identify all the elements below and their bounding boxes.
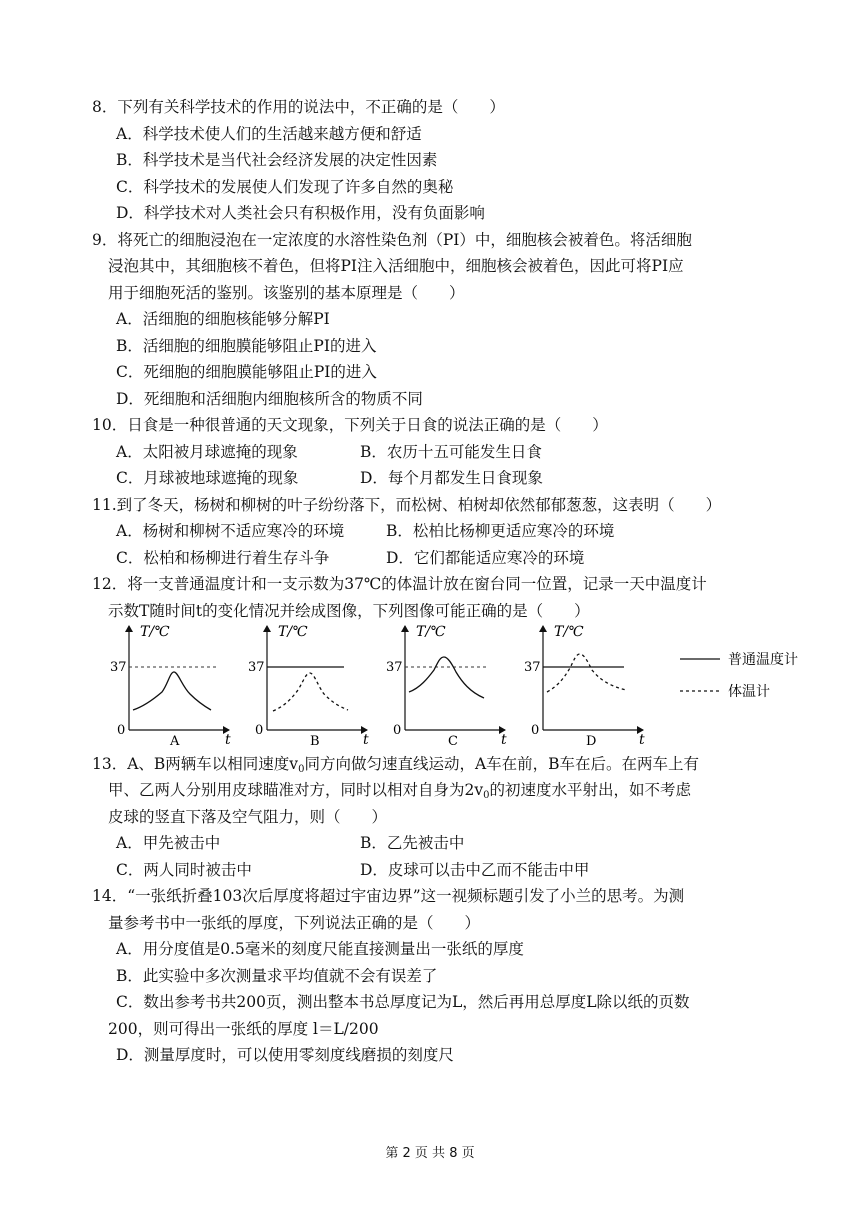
q9-option-d: D．死细胞和活细胞内细胞核所含的物质不同: [116, 390, 423, 408]
q8-stem: 8．下列有关科学技术的作用的说法中，不正确的是（ ）: [92, 98, 505, 116]
graph-b-x-label: t: [363, 732, 369, 748]
graph-c-label: C: [448, 734, 458, 749]
graph-c-tick-37: 37: [386, 660, 403, 675]
q14-stem-line2: 量参考书中一张纸的厚度，下列说法正确的是（ ）: [108, 914, 481, 932]
q13-stem-line3: 皮球的竖直下落及空气阻力，则（ ）: [108, 808, 388, 826]
q13-stem-line2: 甲、乙两人分别用皮球瞄准对方，同时以相对自身为$2v_0$的初速度水平射出，如不考虑: [108, 781, 692, 801]
q8-option-c: C．科学技术的发展使人们发现了许多自然的奥秘: [116, 178, 454, 196]
graph-c: [386, 624, 507, 749]
graph-legend: [680, 651, 798, 700]
graph-a-x-label: t: [225, 732, 231, 748]
graph-d-y-label: T/℃: [554, 624, 584, 640]
q14-stem-line1: 14．“一张纸折叠103次后厚度将超过宇宙边界”这一视频标题引发了小兰的思考。为测: [92, 887, 685, 905]
q9-option-b: B．活细胞的细胞膜能够阻止PI的进入: [116, 337, 377, 355]
graph-d-origin-label: 0: [531, 723, 540, 738]
graph-a: [110, 624, 231, 749]
legend-solid-label: 普通温度计: [728, 652, 798, 668]
q11-option-b: B．松柏比杨柳更适应寒冷的环境: [386, 522, 615, 540]
graph-c-origin-label: 0: [393, 723, 402, 738]
q13-option-c: C．两人同时被击中: [116, 861, 252, 879]
graph-a-y-label: T/℃: [140, 624, 170, 640]
q10-option-c: C．月球被地球遮掩的现象: [116, 469, 299, 487]
graph-b-tick-37: 37: [248, 660, 265, 675]
q13-option-a: A．甲先被击中: [116, 834, 221, 852]
graph-a-tick-37: 37: [110, 660, 127, 675]
graph-d-label: D: [586, 734, 597, 749]
graph-a-label: A: [170, 734, 180, 749]
q8-option-d: D．科学技术对人类社会只有积极作用，没有负面影响: [116, 204, 485, 222]
q13-option-b: B．乙先被击中: [360, 834, 465, 852]
q14-option-c-line2: 200，则可得出一张纸的厚度 l＝L/200: [108, 1020, 379, 1038]
q14-option-d: D．测量厚度时，可以使用零刻度线磨损的刻度尺: [116, 1046, 454, 1064]
legend-dashed-label: 体温计: [728, 684, 770, 700]
q14-option-b: B．此实验中多次测量求平均值就不会有误差了: [116, 967, 438, 985]
q10-option-b: B．农历十五可能发生日食: [360, 443, 542, 461]
q13-stem-line1: 13．A、B两辆车以相同速度$v_0$同方向做匀速直线运动，A车在前，B车在后。在两车上有: [92, 755, 700, 775]
q8-option-b: B．科学技术是当代社会经济发展的决定性因素: [116, 151, 438, 169]
graph-d: [524, 624, 645, 749]
q10-option-d: D．每个月都发生日食现象: [360, 469, 543, 487]
q9-stem-line3: 用于细胞死活的鉴别。该鉴别的基本原理是（ ）: [108, 284, 465, 302]
q11-option-c: C．松柏和杨柳进行着生存斗争: [116, 549, 330, 567]
graph-c-x-label: t: [501, 732, 507, 748]
page-footer: 第 2 页 共 8 页: [385, 1146, 475, 1161]
q10-option-a: A．太阳被月球遮掩的现象: [116, 443, 298, 461]
q9-stem-line1: 9．将死亡的细胞浸泡在一定浓度的水溶性染色剂（PI）中，细胞核会被着色。将活细胞: [92, 231, 692, 249]
q8-option-a: A．科学技术使人们的生活越来越方便和舒适: [116, 125, 422, 143]
q14-option-c-line1: C．数出参考书共200页，测出整本书总厚度记为L，然后再用总厚度L除以纸的页数: [116, 993, 690, 1011]
graph-b-label: B: [310, 734, 320, 749]
q12-stem-line1: 12．将一支普通温度计和一支示数为37℃的体温计放在窗台同一位置，记录一天中温度计: [92, 575, 707, 593]
graph-c-y-label: T/℃: [416, 624, 446, 640]
q10-stem: 10．日食是一种很普通的天文现象，下列关于日食的说法正确的是（ ）: [92, 416, 608, 434]
graph-d-x-label: t: [639, 732, 645, 748]
temperature-graphs-figure: [100, 620, 800, 750]
q11-stem: 11.到了冬天，杨树和柳树的叶子纷纷落下，而松树、柏树却依然郁郁葱葱，这表明（ ）: [92, 496, 722, 514]
q14-option-a: A．用分度值是0.5毫米的刻度尺能直接测量出一张纸的厚度: [116, 940, 524, 958]
graph-d-tick-37: 37: [524, 660, 541, 675]
q9-stem-line2: 浸泡其中，其细胞核不着色，但将PI注入活细胞中，细胞核会被着色，因此可将PI应: [108, 257, 684, 275]
graph-b-y-label: T/℃: [278, 624, 308, 640]
q9-option-a: A．活细胞的细胞核能够分解PI: [116, 310, 330, 328]
q9-option-c: C．死细胞的细胞膜能够阻止PI的进入: [116, 363, 377, 381]
q13-option-d: D．皮球可以击中乙而不能击中甲: [360, 861, 590, 879]
graph-a-origin-label: 0: [117, 723, 126, 738]
graph-b: [248, 624, 369, 749]
graph-b-origin-label: 0: [255, 723, 264, 738]
q12-stem-line2: 示数T随时间t的变化情况并绘成图像，下列图像可能正确的是（ ）: [108, 602, 590, 620]
q11-option-d: D．它们都能适应寒冷的环境: [386, 549, 585, 567]
q11-option-a: A．杨树和柳树不适应寒冷的环境: [116, 522, 345, 540]
